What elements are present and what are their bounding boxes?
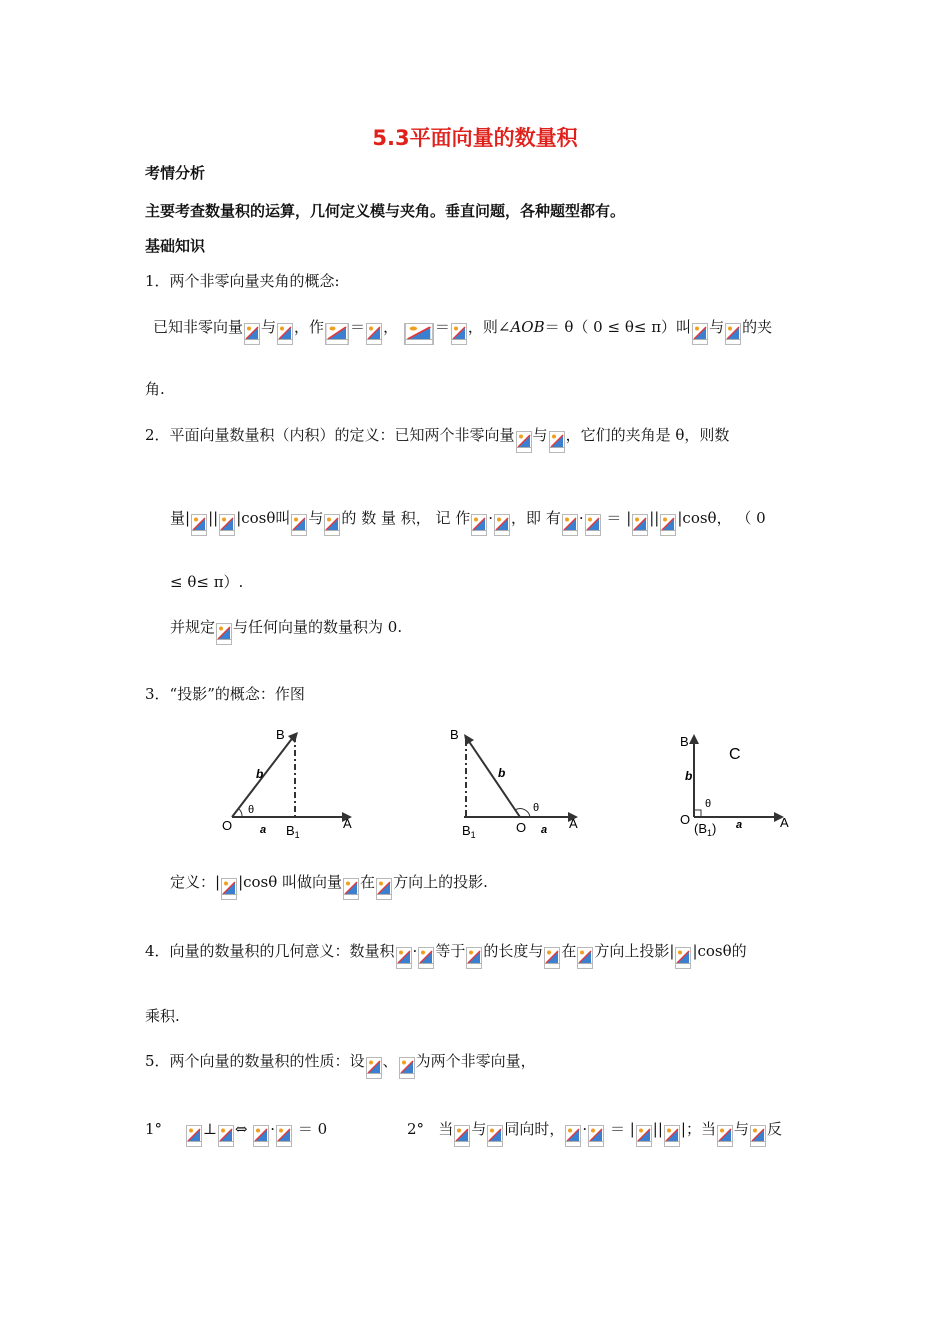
vector-a-image xyxy=(636,1125,652,1147)
item-1-line-2: 角. xyxy=(145,380,165,398)
label-a: a xyxy=(736,819,743,831)
property-text: ＝ | xyxy=(609,1120,635,1138)
property-1 xyxy=(145,1118,327,1147)
property-text: 当 xyxy=(438,1120,454,1138)
label-A: A xyxy=(569,816,578,831)
vector-b-image xyxy=(418,947,434,969)
item-3-definition xyxy=(170,871,488,900)
item-3-heading: 3．“投影”的概念：作图 xyxy=(145,685,305,703)
iff-symbol: ⇔ xyxy=(234,1120,248,1138)
item-3-text: 方向上的投影. xyxy=(393,873,488,891)
item-1-line-1 xyxy=(153,316,772,345)
angle-arc xyxy=(239,809,242,817)
label-C: C xyxy=(729,746,741,763)
vector-b-image xyxy=(585,514,601,536)
item-5-heading xyxy=(145,1050,536,1079)
vector-b-image xyxy=(276,1125,292,1147)
vector-a-image xyxy=(692,323,708,345)
vector-a-image xyxy=(244,323,260,345)
item-4-text: 方向上投影| xyxy=(594,942,675,960)
item-2-line-2 xyxy=(170,507,766,536)
vector-b-image xyxy=(588,1125,604,1147)
page-title: 5.3平面向量的数量积 xyxy=(372,126,578,150)
vector-b-image xyxy=(277,323,293,345)
property-number: 1° xyxy=(145,1120,163,1138)
item-1-text: ＝ xyxy=(434,318,450,336)
item-5-text: 为两个非零向量， xyxy=(415,1052,536,1070)
label-A: A xyxy=(343,816,352,831)
vector-a-image xyxy=(516,431,532,453)
vector-b-image xyxy=(324,514,340,536)
zero-vector-image xyxy=(216,623,232,645)
item-2-text: | xyxy=(626,509,632,527)
vector-b-image xyxy=(494,514,510,536)
label-b: b xyxy=(685,769,693,783)
label-theta: θ xyxy=(533,802,540,814)
item-2-text: 与任何向量的数量积为 0. xyxy=(233,618,403,636)
item-1-text: ， xyxy=(383,318,399,336)
vector-a-image xyxy=(632,514,648,536)
vector-a-image xyxy=(454,1125,470,1147)
item-1-text: ＝ xyxy=(350,318,366,336)
label-B1-main: B xyxy=(286,823,295,838)
label-a: a xyxy=(541,824,548,836)
vector-b-image xyxy=(725,323,741,345)
item-4-text: 在 xyxy=(561,942,577,960)
label-B1 xyxy=(462,823,476,840)
vector-a-image xyxy=(717,1125,733,1147)
section-heading-basic: 基础知识 xyxy=(145,237,206,255)
item-3-text: 在 xyxy=(360,873,376,891)
label-b: b xyxy=(498,766,506,780)
arrowhead-b xyxy=(689,734,699,744)
item-2-text: 并规定 xyxy=(170,618,216,636)
property-text: 与 xyxy=(733,1120,749,1138)
analysis-text-a: 主要考查数量积的运算，几何定义模与夹角。 xyxy=(145,202,446,220)
item-1-text: 的夹 xyxy=(742,318,773,336)
label-B1-main: B xyxy=(462,823,471,838)
vector-a-image xyxy=(565,1125,581,1147)
item-4-heading xyxy=(145,940,747,969)
label-B: B xyxy=(680,734,689,749)
vector-a-image xyxy=(376,878,392,900)
analysis-text xyxy=(145,200,625,221)
property-text: 同向时， xyxy=(504,1120,565,1138)
vector-b-image xyxy=(219,514,235,536)
label-B: B xyxy=(276,727,285,742)
item-4-text: 等于 xyxy=(435,942,466,960)
projection-figure-right xyxy=(676,726,806,840)
vector-a-image xyxy=(577,947,593,969)
label-B1-main: (B xyxy=(694,821,707,836)
item-5-text: 5．两个向量的数量积的性质：设 xyxy=(145,1052,365,1070)
item-2-text: 与 xyxy=(308,509,324,527)
property-text: 与 xyxy=(471,1120,487,1138)
vector-b-image xyxy=(221,878,237,900)
label-B1 xyxy=(286,823,300,840)
item-2-text: |cosθ， （ 0 xyxy=(677,509,766,527)
label-B1-close: ) xyxy=(712,821,717,836)
vector-b-image xyxy=(544,947,560,969)
item-2-line-3: ≤ θ≤ π）. xyxy=(170,573,244,591)
label-B: B xyxy=(450,727,459,742)
item-2-text: |cosθ叫 xyxy=(236,509,291,527)
item-1-heading: 1．两个非零向量夹角的概念: xyxy=(145,272,340,290)
item-2-text: 量 xyxy=(170,509,186,527)
item-2-line-4 xyxy=(170,616,402,645)
property-text: ＝ 0 xyxy=(297,1120,328,1138)
label-B1-sub: 1 xyxy=(294,830,300,840)
property-2 xyxy=(407,1118,782,1147)
item-2-text: ＝ xyxy=(606,509,622,527)
vector-a-image xyxy=(366,1057,382,1079)
item-2-text: 2．平面向量数量积（内积）的定义：已知两个非零向量 xyxy=(145,426,515,444)
item-4-text: 4．向量的数量积的几何意义：数量积 xyxy=(145,942,395,960)
item-2-text: ，它们的夹角是 θ，则数 xyxy=(565,426,730,444)
vector-b-image xyxy=(660,514,676,536)
projection-figure-acute xyxy=(218,722,358,842)
item-2-text: | xyxy=(185,509,191,527)
label-b: b xyxy=(256,767,264,781)
vector-b-image xyxy=(750,1125,766,1147)
vector-b-image xyxy=(218,1125,234,1147)
item-1-text: 与 xyxy=(261,318,277,336)
property-number: 2° xyxy=(407,1120,425,1138)
vector-b-image xyxy=(451,323,467,345)
vector-b-image xyxy=(487,1125,503,1147)
item-4-line-2: 乘积. xyxy=(145,1007,180,1025)
vector-a-image xyxy=(186,1125,202,1147)
item-2-text: 与 xyxy=(532,426,548,444)
label-theta: θ xyxy=(705,798,712,810)
item-2-text: || xyxy=(649,509,660,527)
vector-a-image xyxy=(466,947,482,969)
property-text: || xyxy=(652,1120,663,1138)
label-B1-sub: 1 xyxy=(707,828,713,838)
vector-b-image xyxy=(549,431,565,453)
item-2-text: 的 数 量 积， 记 作 xyxy=(341,509,471,527)
item-3-text: |cosθ 叫做向量 xyxy=(238,873,343,891)
label-B1 xyxy=(694,821,716,838)
vector-ob-image xyxy=(404,323,434,345)
vector-oa-image xyxy=(325,323,349,345)
vector-a-image xyxy=(366,323,382,345)
projection-figure-obtuse xyxy=(444,722,584,842)
item-4-text: |cosθ的 xyxy=(692,942,747,960)
section-heading-analysis: 考情分析 xyxy=(145,164,206,182)
vector-a-image xyxy=(471,514,487,536)
label-A: A xyxy=(780,815,789,830)
perpendicular-symbol: ⊥ xyxy=(202,1120,217,1138)
label-O: O xyxy=(680,812,691,827)
label-a: a xyxy=(260,824,267,836)
property-text: 反 xyxy=(766,1120,782,1138)
vector-a-image xyxy=(191,514,207,536)
label-B1-sub: 1 xyxy=(470,830,476,840)
dot-symbol: · xyxy=(270,1120,276,1138)
vector-b-image xyxy=(675,947,691,969)
item-2-heading xyxy=(145,424,729,453)
label-theta: θ xyxy=(248,804,255,816)
vector-ob-line xyxy=(468,740,520,817)
right-angle-mark xyxy=(694,810,701,817)
item-2-text: || xyxy=(208,509,219,527)
vector-a-image xyxy=(396,947,412,969)
label-O: O xyxy=(516,820,527,835)
vector-b-image xyxy=(399,1057,415,1079)
item-4-text: 的长度与 xyxy=(483,942,544,960)
vector-a-image xyxy=(291,514,307,536)
vector-b-image xyxy=(664,1125,680,1147)
dot-symbol: · xyxy=(582,1120,588,1138)
item-4-text: · xyxy=(412,942,418,960)
property-text: |；当 xyxy=(680,1120,716,1138)
item-2-text: · xyxy=(578,509,584,527)
vector-b-image xyxy=(343,878,359,900)
vector-a-image xyxy=(253,1125,269,1147)
item-1-text: ，作 xyxy=(294,318,325,336)
angle-name: AOB xyxy=(510,318,545,336)
analysis-text-b: 垂直问题，各种题型都有。 xyxy=(445,202,626,220)
item-1-text: ＝ θ（ 0 ≤ θ≤ π）叫 xyxy=(544,318,692,336)
item-2-text: · xyxy=(488,509,494,527)
item-3-text: 定义：| xyxy=(170,873,221,891)
item-1-text: 已知非零向量 xyxy=(153,318,244,336)
vector-a-image xyxy=(562,514,578,536)
item-5-text: 、 xyxy=(382,1052,398,1070)
item-2-text: ，即 有 xyxy=(511,509,561,527)
item-1-text: 与 xyxy=(709,318,725,336)
item-1-text: ，则∠ xyxy=(467,318,511,336)
label-O: O xyxy=(222,818,233,833)
